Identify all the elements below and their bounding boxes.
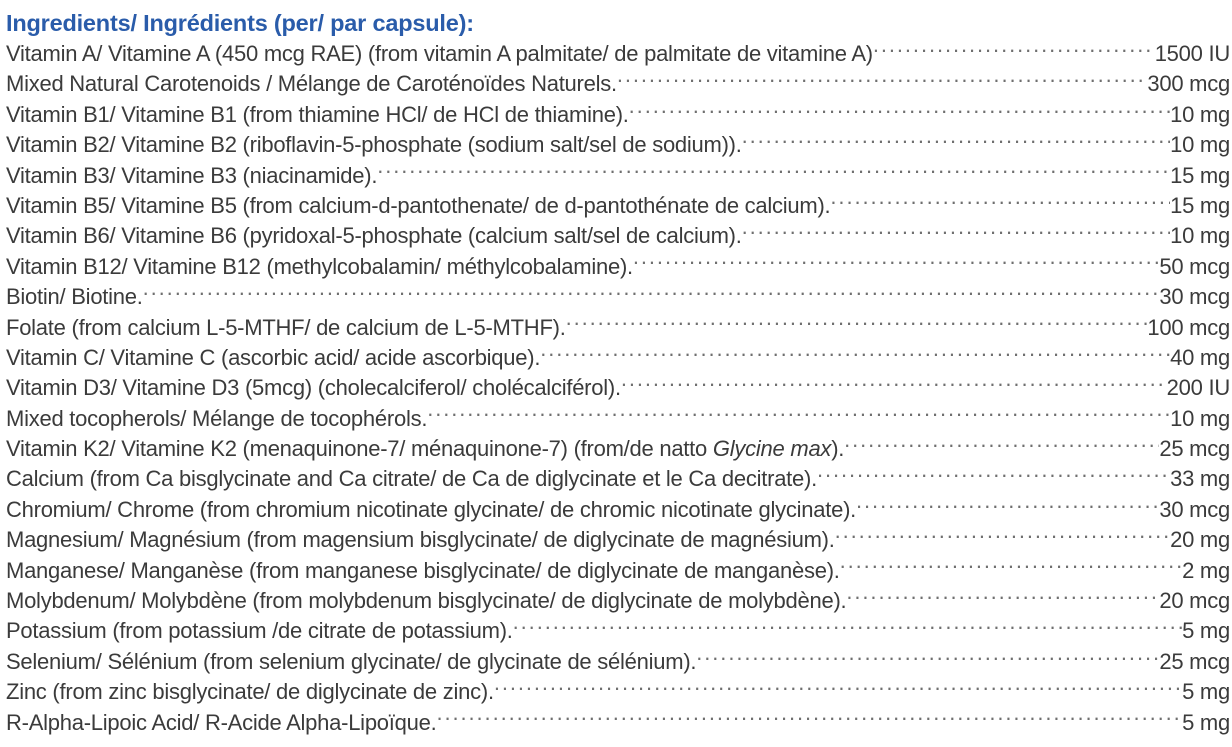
ingredient-name: Vitamin B2/ Vitamine B2 (riboflavin-5-phosphate (sodium salt/sel de sodium)). bbox=[6, 132, 742, 158]
ingredient-row bbox=[6, 434, 1230, 464]
ingredient-row bbox=[6, 39, 1230, 69]
dot-leader bbox=[540, 343, 1170, 365]
dot-leader bbox=[835, 525, 1170, 547]
dot-leader bbox=[566, 313, 1148, 335]
ingredient-row bbox=[6, 404, 1230, 434]
ingredient-name: Vitamin D3/ Vitamine D3 (5mcg) (cholecalciferol/ cholécalciférol). bbox=[6, 375, 621, 401]
dot-leader bbox=[629, 100, 1170, 122]
ingredient-name: Vitamin B12/ Vitamine B12 (methylcobalamin/ méthylcobalamine). bbox=[6, 253, 633, 279]
ingredient-row bbox=[6, 677, 1230, 707]
ingredient-name: Vitamin B6/ Vitamine B6 (pyridoxal-5-phosphate (calcium salt/sel de calcium). bbox=[6, 223, 742, 249]
ingredient-amount: 50 mcg bbox=[1159, 253, 1230, 279]
ingredient-name: Molybdenum/ Molybdène (from molybdenum bisglycinate/ de diglycinate de molybdène). bbox=[6, 588, 847, 614]
ingredient-amount: 15 mg bbox=[1170, 162, 1230, 188]
ingredient-name: Selenium/ Sélénium (from selenium glycinate/ de glycinate de sélénium). bbox=[6, 648, 697, 674]
ingredient-name: Mixed tocopherols/ Mélange de tocophérols. bbox=[6, 405, 428, 431]
dot-leader bbox=[846, 586, 1159, 608]
ingredient-name: Vitamin B3/ Vitamine B3 (niacinamide). bbox=[6, 162, 378, 188]
ingredient-amount: 40 mg bbox=[1170, 344, 1230, 370]
dot-leader bbox=[427, 404, 1170, 426]
ingredient-name: Vitamin B1/ Vitamine B1 (from thiamine HCl/ de HCl de thiamine). bbox=[6, 101, 629, 127]
ingredient-amount: 10 mg bbox=[1170, 223, 1230, 249]
ingredient-amount: 5 mg bbox=[1182, 679, 1230, 705]
ingredient-row bbox=[6, 464, 1230, 494]
ingredient-name: Biotin/ Biotine. bbox=[6, 284, 143, 310]
ingredient-amount: 25 mcg bbox=[1159, 436, 1230, 462]
ingredient-row bbox=[6, 191, 1230, 221]
dot-leader bbox=[873, 39, 1155, 61]
dot-leader bbox=[696, 647, 1159, 669]
ingredient-amount: 10 mg bbox=[1170, 405, 1230, 431]
dot-leader bbox=[830, 191, 1170, 213]
ingredient-row bbox=[6, 708, 1230, 738]
ingredient-name-latin: Glycine max bbox=[712, 436, 832, 462]
dot-leader bbox=[621, 373, 1167, 395]
ingredient-amount: 30 mcg bbox=[1159, 284, 1230, 310]
ingredient-name: Chromium/ Chrome (from chromium nicotinate glycinate/ de chromic nicotinate glycinate). bbox=[6, 496, 857, 522]
dot-leader bbox=[377, 161, 1170, 183]
ingredient-row bbox=[6, 586, 1230, 616]
ingredient-amount: 1500 IU bbox=[1154, 41, 1230, 66]
ingredient-amount: 10 mg bbox=[1170, 101, 1230, 127]
ingredient-name: Vitamin B5/ Vitamine B5 (from calcium-d-pantothenate/ de d-pantothénate de calcium). bbox=[6, 192, 831, 218]
ingredient-name: Manganese/ Manganèse (from manganese bisglycinate/ de diglycinate de manganèse). bbox=[6, 557, 840, 583]
ingredient-row bbox=[6, 616, 1230, 646]
ingredient-row bbox=[6, 282, 1230, 312]
ingredient-amount: 33 mg bbox=[1170, 466, 1230, 492]
ingredient-row bbox=[6, 343, 1230, 373]
ingredient-amount: 5 mg bbox=[1182, 709, 1230, 735]
ingredient-name: Vitamin C/ Vitamine C (ascorbic acid/ acide ascorbique). bbox=[6, 344, 541, 370]
ingredient-amount: 2 mg bbox=[1182, 557, 1230, 583]
dot-leader bbox=[436, 708, 1182, 730]
ingredient-amount: 10 mg bbox=[1170, 132, 1230, 158]
dot-leader bbox=[494, 677, 1182, 699]
ingredient-name: Potassium (from potassium /de citrate de potassium). bbox=[6, 618, 513, 644]
ingredient-name: Mixed Natural Carotenoids / Mélange de Caroténoïdes Naturels. bbox=[6, 71, 617, 97]
dot-leader bbox=[817, 464, 1170, 486]
ingredient-name: Vitamin A/ Vitamine A (450 mcg RAE) (from vitamin A palmitate/ de palmitate de vitamine A) bbox=[6, 41, 873, 66]
ingredient-row bbox=[6, 100, 1230, 130]
ingredient-amount: 25 mcg bbox=[1159, 648, 1230, 674]
ingredient-name: Vitamin K2/ Vitamine K2 (menaquinone-7/ ménaquinone-7) (from/de natto Glycine max). bbox=[6, 436, 845, 462]
ingredient-name: R-Alpha-Lipoic Acid/ R-Acide Alpha-Lipoïque. bbox=[6, 709, 437, 735]
ingredient-amount: 30 mcg bbox=[1159, 496, 1230, 522]
ingredients-list bbox=[4, 39, 1228, 738]
ingredient-row bbox=[6, 525, 1230, 555]
ingredient-amount: 300 mcg bbox=[1147, 71, 1230, 97]
ingredient-name: Magnesium/ Magnésium (from magensium bisglycinate/ de diglycinate de magnésium). bbox=[6, 527, 835, 553]
ingredient-row bbox=[6, 130, 1230, 160]
ingredient-name: Folate (from calcium L-5-MTHF/ de calcium de L-5-MTHF). bbox=[6, 314, 566, 340]
dot-leader bbox=[844, 434, 1159, 456]
dot-leader bbox=[513, 616, 1182, 638]
ingredient-row bbox=[6, 221, 1230, 251]
ingredient-row bbox=[6, 495, 1230, 525]
dot-leader bbox=[617, 69, 1148, 91]
ingredient-row bbox=[6, 161, 1230, 191]
ingredient-name: Calcium (from Ca bisglycinate and Ca citrate/ de Ca de diglycinate et le Ca decitrate). bbox=[6, 466, 817, 492]
dot-leader bbox=[742, 221, 1170, 243]
ingredient-amount: 5 mg bbox=[1182, 618, 1230, 644]
dot-leader bbox=[856, 495, 1159, 517]
page-title: Ingredients/ Ingrédients (per/ par capsule): bbox=[6, 10, 474, 36]
ingredient-row bbox=[6, 252, 1230, 282]
dot-leader bbox=[742, 130, 1170, 152]
ingredient-row bbox=[6, 647, 1230, 677]
dot-leader bbox=[633, 252, 1159, 274]
ingredient-row bbox=[6, 373, 1230, 403]
ingredient-row bbox=[6, 69, 1230, 99]
dot-leader bbox=[840, 556, 1182, 578]
ingredient-amount: 20 mcg bbox=[1159, 588, 1230, 614]
dot-leader bbox=[143, 282, 1160, 304]
ingredient-amount: 200 IU bbox=[1166, 375, 1230, 401]
ingredient-name: Zinc (from zinc bisglycinate/ de diglycinate de zinc). bbox=[6, 679, 494, 705]
ingredient-amount: 15 mg bbox=[1170, 192, 1230, 218]
ingredient-amount: 100 mcg bbox=[1147, 314, 1230, 340]
ingredient-amount: 20 mg bbox=[1170, 527, 1230, 553]
ingredient-row bbox=[6, 556, 1230, 586]
ingredient-row bbox=[6, 313, 1230, 343]
